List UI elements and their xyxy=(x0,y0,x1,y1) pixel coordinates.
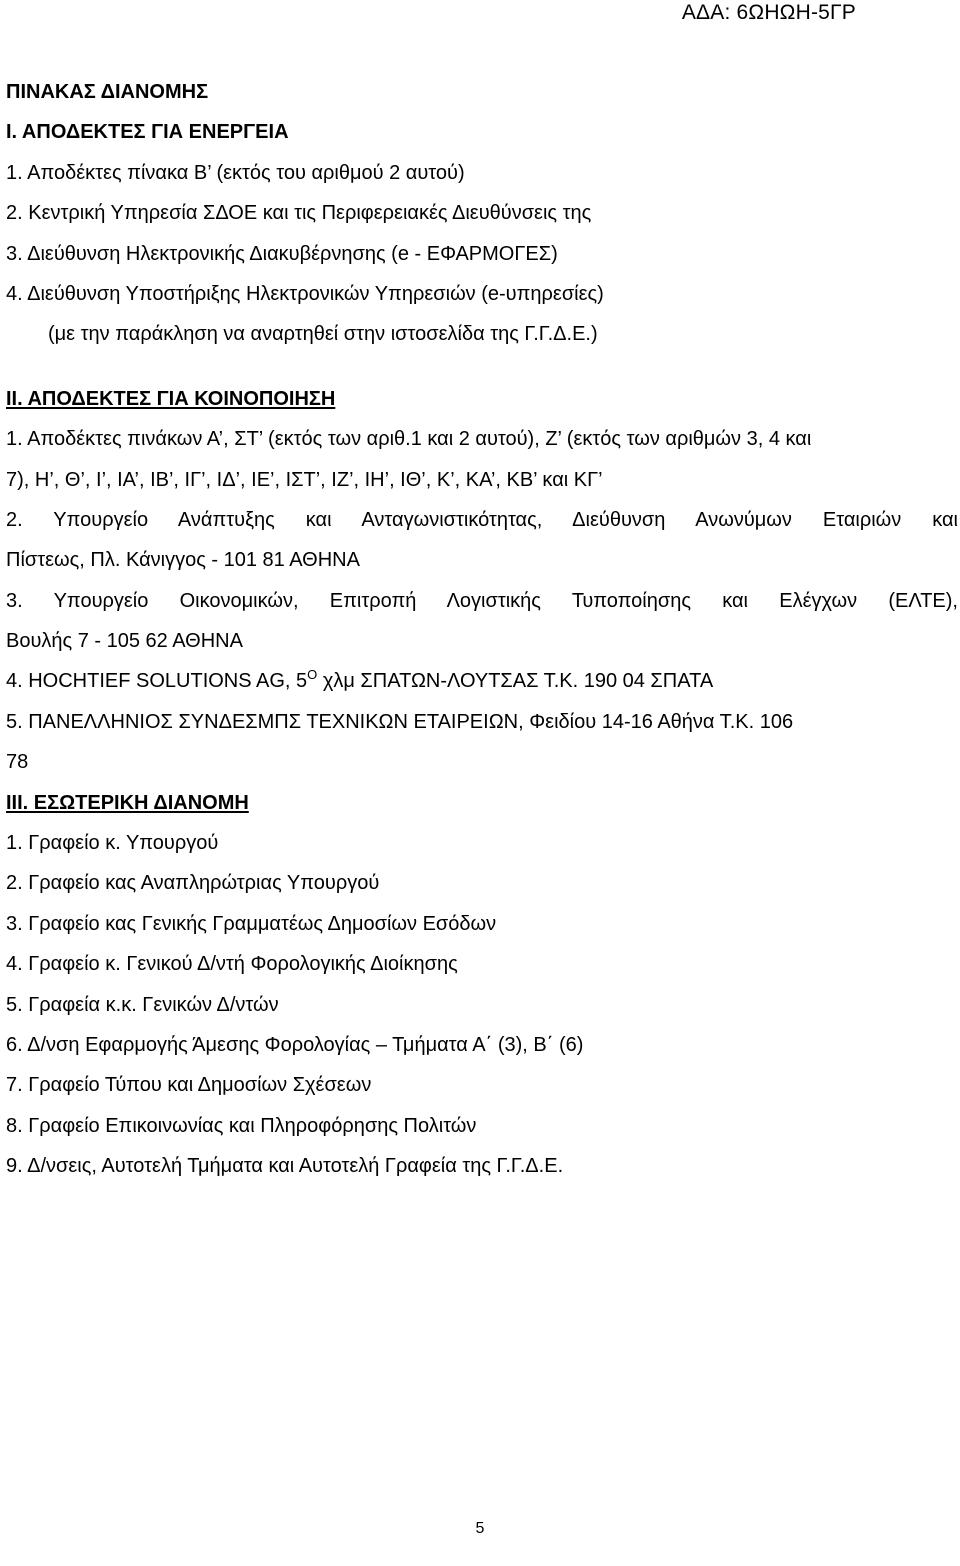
section-2-item-continuation: 78 xyxy=(6,751,29,774)
superscript-o: Ο xyxy=(307,667,318,683)
ada-code: ΑΔΑ: 6ΩΗΩΗ-5ΓΡ xyxy=(681,1,856,24)
section-2-item: 3. Υπουργείο Οικονομικών, Επιτροπή Λογιστικής Τυποποίησης και Ελέγχων (ΕΛΤΕ), xyxy=(6,589,958,612)
section-1-item: 3. Διεύθυνση Ηλεκτρονικής Διακυβέρνησης (e - ΕΦΑΡΜΟΓΕΣ) xyxy=(6,242,558,265)
section-3-item: 9. Δ/νσεις, Αυτοτελή Τμήματα και Αυτοτελή Γραφεία της Γ.Γ.Δ.Ε. xyxy=(6,1155,564,1178)
section-3-item: 7. Γραφείο Τύπου και Δημοσίων Σχέσεων xyxy=(6,1074,372,1097)
section-2-item: 2. Υπουργείο Ανάπτυξης και Ανταγωνιστικότητας, Διεύθυνση Ανωνύμων Εταιριών και xyxy=(6,508,958,531)
section-3-item: 3. Γραφείο κας Γενικής Γραμματέως Δημοσίων Εσόδων xyxy=(6,912,497,935)
distribution-table xyxy=(6,72,958,1187)
page-number: 5 xyxy=(475,1520,485,1537)
document-title: ΠΙΝΑΚΑΣ ΔΙΑΝΟΜΗΣ xyxy=(6,81,209,103)
section-2-item-text: χλμ ΣΠΑΤΩΝ-ΛΟΥΤΣΑΣ Τ.Κ. 190 04 ΣΠΑΤΑ xyxy=(317,670,714,693)
section-3-heading: ΙΙΙ. ΕΣΩΤΕΡΙΚΗ ΔΙΑΝΟΜΗ xyxy=(6,791,249,814)
section-3-item: 5. Γραφεία κ.κ. Γενικών Δ/ντών xyxy=(6,993,279,1016)
section-2-item-text: 4. HOCHTIEF SOLUTIONS AG, 5 xyxy=(6,670,308,693)
section-1-heading: Ι. ΑΠΟΔΕΚΤΕΣ ΓΙΑ ΕΝΕΡΓΕΙΑ xyxy=(6,121,289,144)
section-2-item: 1. Αποδέκτες πινάκων Α’, ΣΤ’ (εκτός των αριθ.1 και 2 αυτού), Ζ’ (εκτός των αριθμών 3, 4 και xyxy=(6,428,812,451)
section-1-item-continuation: (με την παράκληση να αναρτηθεί στην ιστοσελίδα της Γ.Γ.Δ.Ε.) xyxy=(48,323,598,346)
section-3-item: 6. Δ/νση Εφαρμογής Άμεσης Φορολογίας – Τμήματα Α΄ (3), Β΄ (6) xyxy=(6,1033,584,1056)
section-3-item: 1. Γραφείο κ. Υπουργού xyxy=(6,832,219,855)
section-2-item-continuation: Βουλής 7 - 105 62 ΑΘΗΝΑ xyxy=(6,630,243,653)
section-2-item: 5. ΠΑΝΕΛΛΗΝΙΟΣ ΣΥΝΔΕΣΜΠΣ ΤΕΧΝΙΚΩΝ ΕΤΑΙΡΕΙΩΝ, Φειδίου 14-16 Αθήνα Τ.Κ. 106 xyxy=(6,710,794,733)
section-1-item: 2. Κεντρική Υπηρεσία ΣΔΟΕ και τις Περιφερειακές Διευθύνσεις της xyxy=(6,202,592,225)
section-3-item: 2. Γραφείο κας Αναπληρώτριας Υπουργού xyxy=(6,872,380,895)
section-3-item: 8. Γραφείο Επικοινωνίας και Πληροφόρησης Πολιτών xyxy=(6,1114,477,1137)
section-2-item-continuation: Πίστεως, Πλ. Κάνιγγος - 101 81 ΑΘΗΝΑ xyxy=(6,549,360,572)
section-2-heading: ΙΙ. ΑΠΟΔΕΚΤΕΣ ΓΙΑ ΚΟΙΝΟΠΟΙΗΣΗ xyxy=(6,387,336,410)
section-3-item: 4. Γραφείο κ. Γενικού Δ/ντή Φορολογικής Διοίκησης xyxy=(6,953,458,976)
section-1-item: 1. Αποδέκτες πίνακα Β’ (εκτός του αριθμού 2 αυτού) xyxy=(6,161,465,184)
section-2-item xyxy=(6,661,958,701)
section-2-item-continuation: 7), Η’, Θ’, Ι’, ΙΑ’, ΙΒ’, ΙΓ’, ΙΔ’, ΙΕ’, ΙΣΤ’, ΙΖ’, ΙΗ’, ΙΘ’, Κ’, ΚΑ’, ΚΒ’ και ΚΓ’ xyxy=(6,468,603,491)
section-1-item: 4. Διεύθυνση Υποστήριξης Ηλεκτρονικών Υπηρεσιών (e-υπηρεσίες) xyxy=(6,282,604,305)
section-spacer xyxy=(6,355,958,379)
